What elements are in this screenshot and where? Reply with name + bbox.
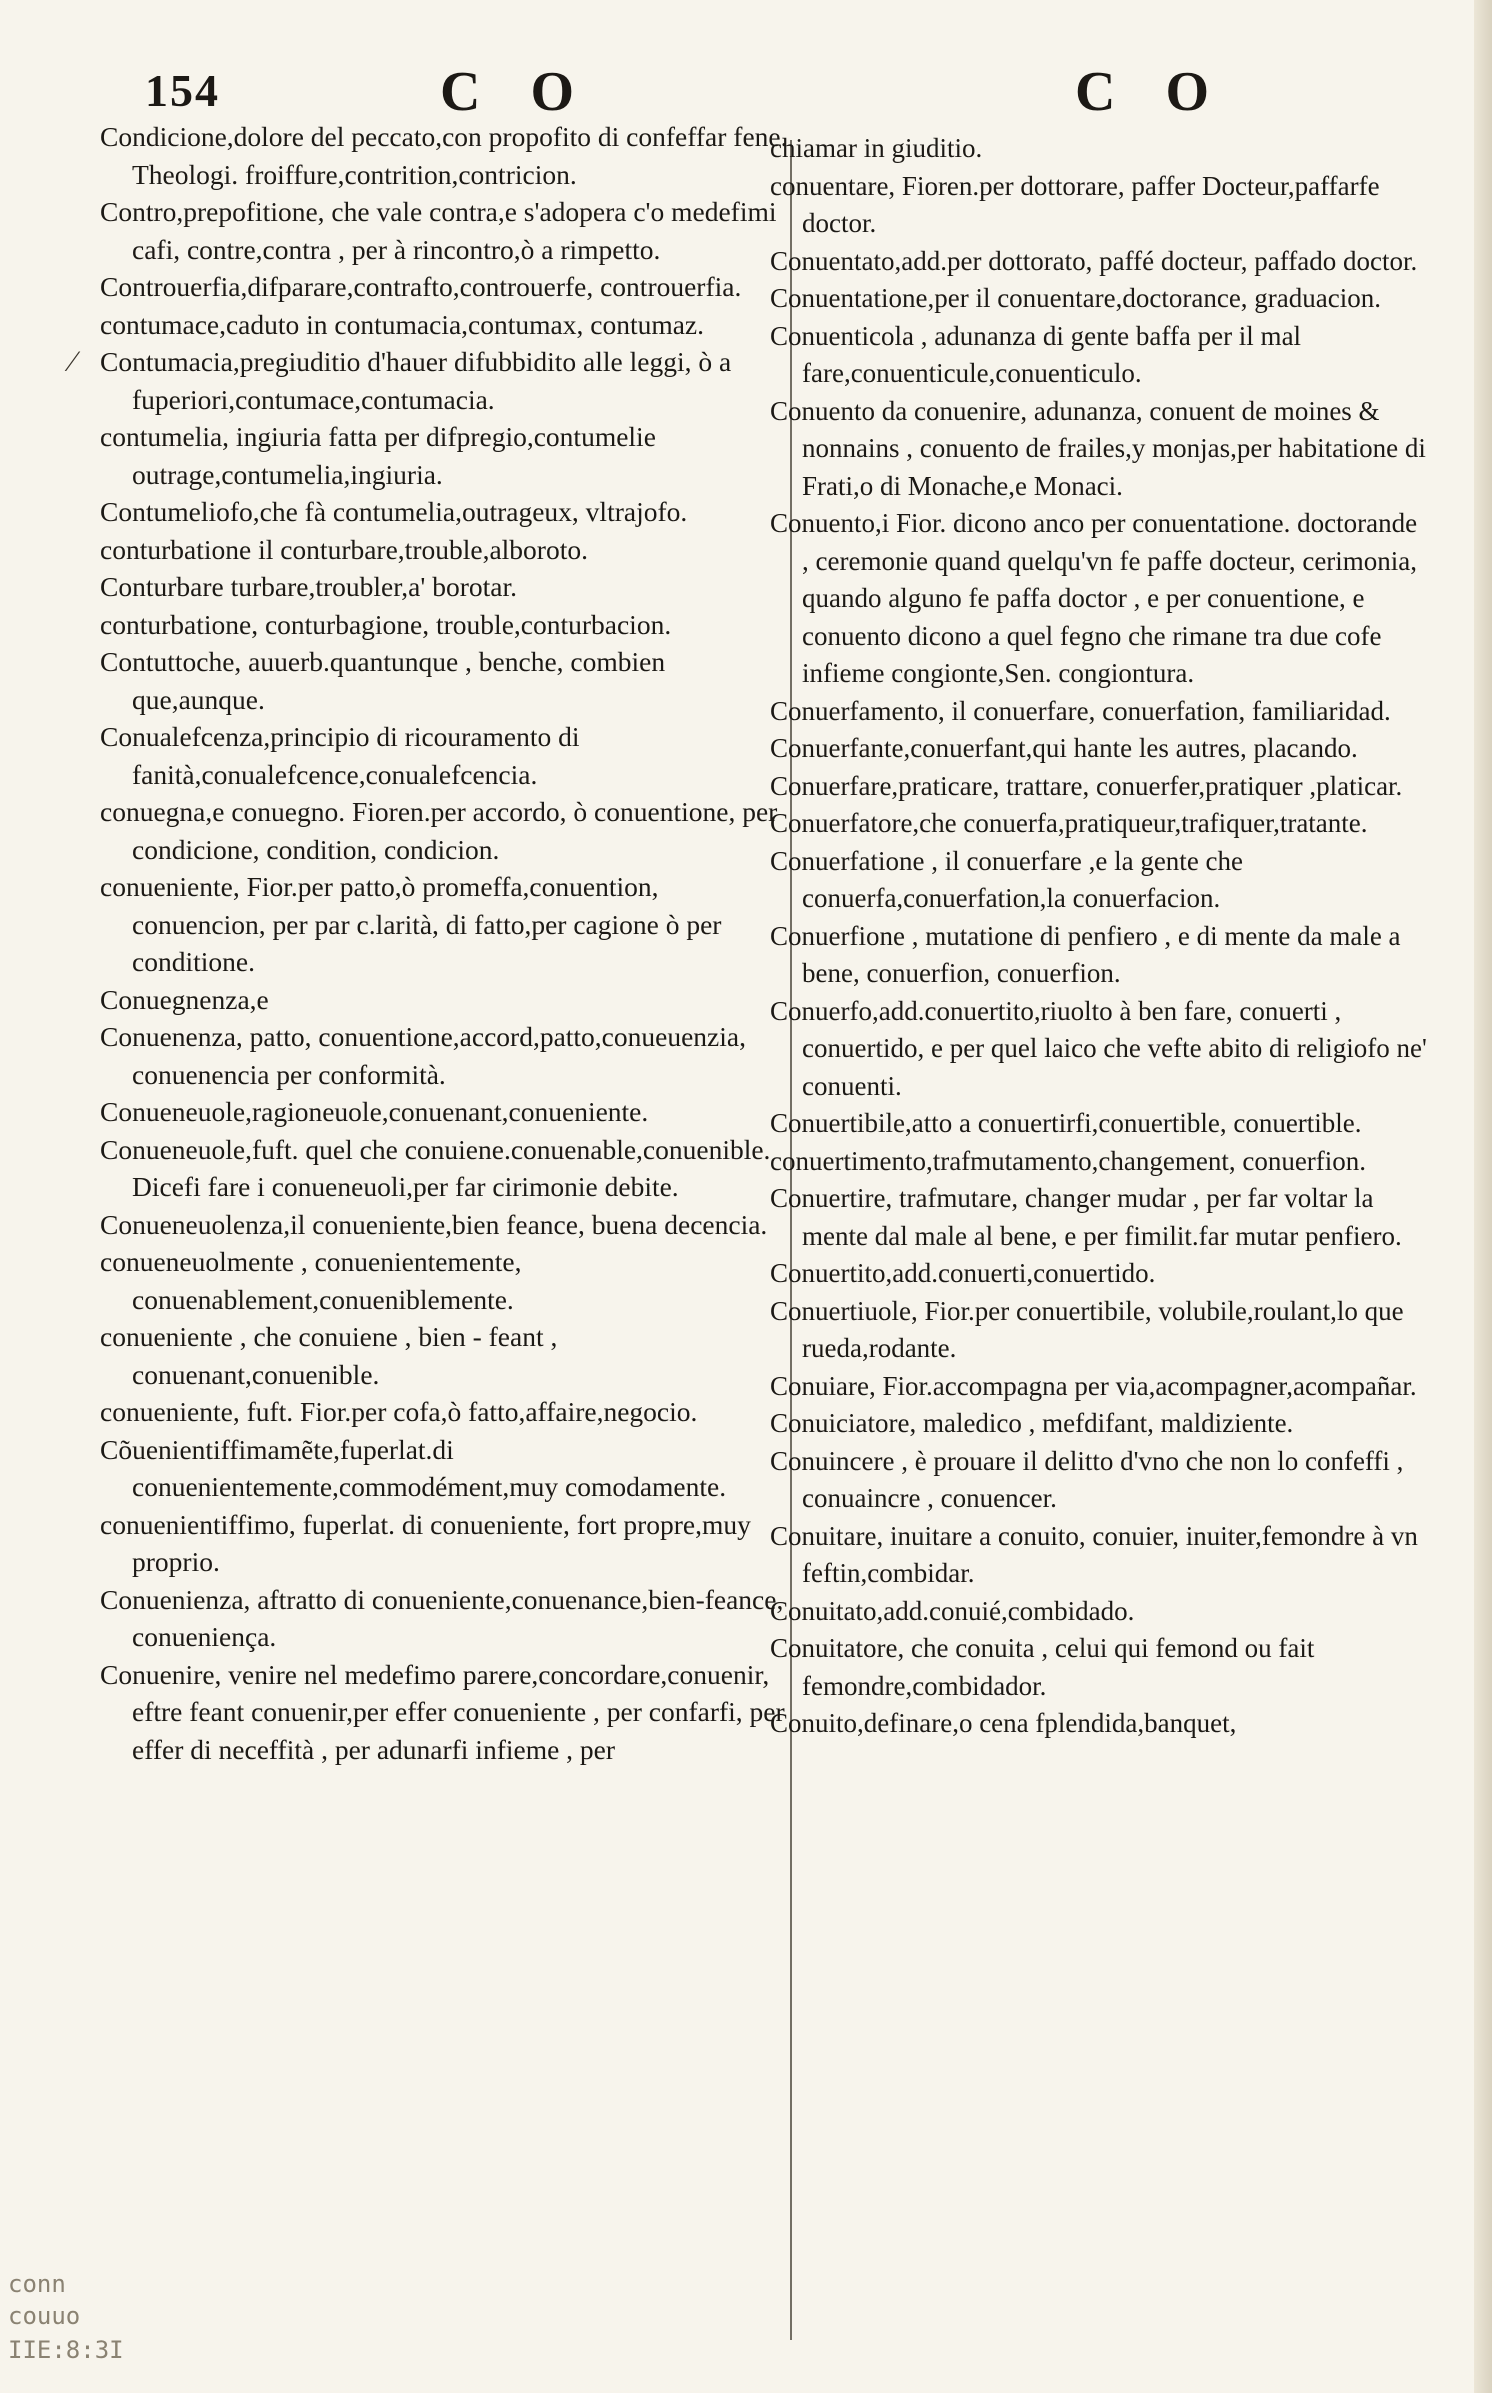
dictionary-entry: Conuitato,add.conuié,combidado. (770, 1595, 1135, 1626)
dictionary-entry: Conuerfione , mutatione di penfiero , e di mente da male a bene, conuerfion, conuerfion. (770, 920, 1401, 988)
left-column (100, 118, 790, 1768)
dictionary-entry: Conueneuole,fuft. quel che conuiene.conuenable,conuenible. Dicefi fare i conueneuoli,per far cirimonie debite. (100, 1133, 771, 1202)
dictionary-entry: Conuerfamento, il conuerfare, conuerfation, familiaridad. (770, 695, 1391, 726)
dictionary-entry: Conuerfatione , il conuerfare ,e la gente che conuerfa,conuerfation,la conuerfacion. (770, 845, 1244, 913)
dictionary-entry: conuenientiffimo, fuperlat. di conueniente, fort propre,muy proprio. (100, 1508, 751, 1577)
margin-bleed-text: IIE:8:3I (8, 2336, 124, 2364)
dictionary-entry: Conuitare, inuitare a conuito, conuier, inuiter,femondre à vn feftin,combidar. (770, 1520, 1418, 1588)
dictionary-entry: Contumeliofo,che fà contumelia,outrageux, vltrajofo. (100, 496, 688, 527)
dictionary-entry: Conuertito,add.conuerti,conuertido. (770, 1258, 1156, 1288)
dictionary-entry: conueniente , che conuiene , bien - feant , conuenant,conuenible. (100, 1321, 558, 1390)
dictionary-entry: Conualefcenza,principio di ricouramento di fanità,conualefcence,conualefcencia. (100, 721, 580, 790)
dictionary-entry: conuentare, Fioren.per dottorare, paffer Docteur,paffarfe doctor. (770, 170, 1380, 238)
dictionary-entry: Conuiciatore, maledico , mefdifant, maldiziente. (770, 1408, 1294, 1438)
dictionary-entry: conuertimento,trafmutamento,changement, conuerfion. (770, 1145, 1367, 1176)
dictionary-entry: Conuertiuole, Fior.per conuertibile, volubile,roulant,lo que rueda,rodante. (770, 1295, 1404, 1363)
dictionary-entry: Conuenenza, patto, conuentione,accord,patto,conueuenzia, conuenencia per conformità. (100, 1021, 746, 1090)
dictionary-entry: Conuentatione,per il conuentare,doctorance, graduacion. (770, 283, 1381, 313)
dictionary-entry: conturbatione il conturbare,trouble,alboroto. (100, 533, 588, 565)
dictionary-entry: chiamar in giuditio. (770, 133, 983, 163)
dictionary-entry: Conuegnenza,e (100, 983, 269, 1015)
dictionary-entry: Conuenienza, aftratto di conueniente,conuenance,bien-feance, conueniença. (100, 1583, 784, 1652)
dictionary-entry: contumace,caduto in contumacia,contumax, contumaz. (100, 308, 705, 340)
dictionary-entry: Conuertibile,atto a conuertirfi,conuertible, conuertible. (770, 1108, 1362, 1138)
dictionary-entry: Conuiare, Fior.accompagna per via,acompagner,acompañar. (770, 1370, 1417, 1401)
dictionary-entry: Conuenticola , adunanza di gente baffa per il mal fare,conuenticule,conuenticulo. (770, 320, 1302, 388)
dictionary-entry: Conuerfo,add.conuertito,riuolto à ben fare, conuerti , conuertido, e per quel laico che vefte abito di religiofo ne' conuenti. (770, 995, 1427, 1101)
dictionary-entry: Conuitatore, che conuita , celui qui femond ou fait femondre,combidador. (770, 1633, 1315, 1701)
dictionary-entry: conueniente, fuft. Fior.per cofa,ò fatto,affaire,negocio. (100, 1396, 698, 1427)
dictionary-entry: Conuento da conuenire, adunanza, conuent de moines & nonnains , conuento de frailes,y monjas,per habitatione di Frati,o di Monache,e Monaci. (770, 395, 1426, 501)
dictionary-entry: conueniente, Fior.per patto,ò promeffa,conuention, conuencion, per par c.larità, di fatto,per cagione ò per conditione. (100, 871, 722, 977)
margin-bleed-text: conn (8, 2270, 66, 2298)
page-number: 154 (145, 65, 220, 116)
margin-dash-mark: ⁄ (70, 345, 76, 378)
right-column (770, 130, 1430, 1743)
dictionary-entry: Cõuenientiffimamẽte,fuperlat.di conuenientemente,commodément,muy comodamente. (100, 1433, 727, 1502)
dictionary-entry: Conuito,definare,o cena fplendida,banquet, (770, 1708, 1237, 1738)
dictionary-entry: Contuttoche, auuerb.quantunque , benche, combien que,aunque. (100, 646, 666, 715)
dictionary-entry: conueneuolmente , conuenientemente, conuenablement,conueniblemente. (100, 1246, 522, 1315)
dictionary-entry: Conuerfare,praticare, trattare, conuerfer,pratiquer ,platicar. (770, 770, 1403, 801)
page-edge (1474, 0, 1492, 2393)
dictionary-entry: Conturbare turbare,troubler,a' borotar. (100, 571, 517, 602)
dictionary-entry: Conuento,i Fior. dicono anco per conuentatione. doctorande , ceremonie quand quelqu'vn fe paffe docteur, cerimonia, quando alguno fe paffa doctor , e per conuentione, e conuento dicono a quel fegno che rimane tra due cofe infieme congionte,Sen. congiontura. (770, 508, 1418, 688)
dictionary-entry: contumelia, ingiuria fatta per difpregio,contumelie outrage,contumelia,ingiuria. (100, 421, 656, 490)
dictionary-entry: Conuerfante,conuerfant,qui hante les autres, placando. (770, 733, 1358, 763)
dictionary-entry: Conuertire, trafmutare, changer mudar , per far voltar la mente dal male al bene, e per fimilit.far mutar penfiero. (770, 1183, 1402, 1251)
dictionary-entry: Contro,prepofitione, che vale contra,e s'adopera c'o medefimi cafi, contre,contra , per à rincontro,ò a rimpetto. (100, 196, 777, 265)
dictionary-entry: Conuenire, venire nel medefimo parere,concordare,conuenir, eftre feant conuenir,per effer conueniente , per confarfi, per effer di neceffità , per adunarfi infieme , per (100, 1658, 785, 1765)
dictionary-entry: conuegna,e conuegno. Fioren.per accordo, ò conuentione, per condicione, condition, condicion. (100, 796, 778, 865)
dictionary-entry: Conueneuole,ragioneuole,conuenant,conueniente. (100, 1096, 649, 1127)
left-running-title: C O (440, 61, 592, 123)
dictionary-entry: Condicione,dolore del peccato,con propofito di confeffar fene. Theologi. froiffure,contrition,contricion. (100, 121, 788, 190)
dictionary-entry: Controuerfia,difparare,contrafto,controuerfe, controuerfia. (100, 271, 742, 302)
dictionary-entry: Conueneuolenza,il conueniente,bien feance, buena decencia. (100, 1208, 768, 1240)
dictionary-entry: Conuincere , è prouare il delitto d'vno che non lo confeffi , conuaincre , conuencer. (770, 1445, 1404, 1513)
margin-bleed-text: couuo (8, 2302, 81, 2330)
dictionary-entry: Conuentato,add.per dottorato, paffé docteur, paffado doctor. (770, 245, 1418, 276)
dictionary-entry: Contumacia,pregiuditio d'hauer difubbidito alle leggi, ò a fuperiori,contumace,contumacia. (100, 346, 732, 415)
dictionary-entry: Conuerfatore,che conuerfa,pratiqueur,trafiquer,tratante. (770, 808, 1368, 838)
dictionary-entry: conturbatione, conturbagione, trouble,conturbacion. (100, 608, 672, 640)
right-running-title: C O (1075, 61, 1227, 123)
